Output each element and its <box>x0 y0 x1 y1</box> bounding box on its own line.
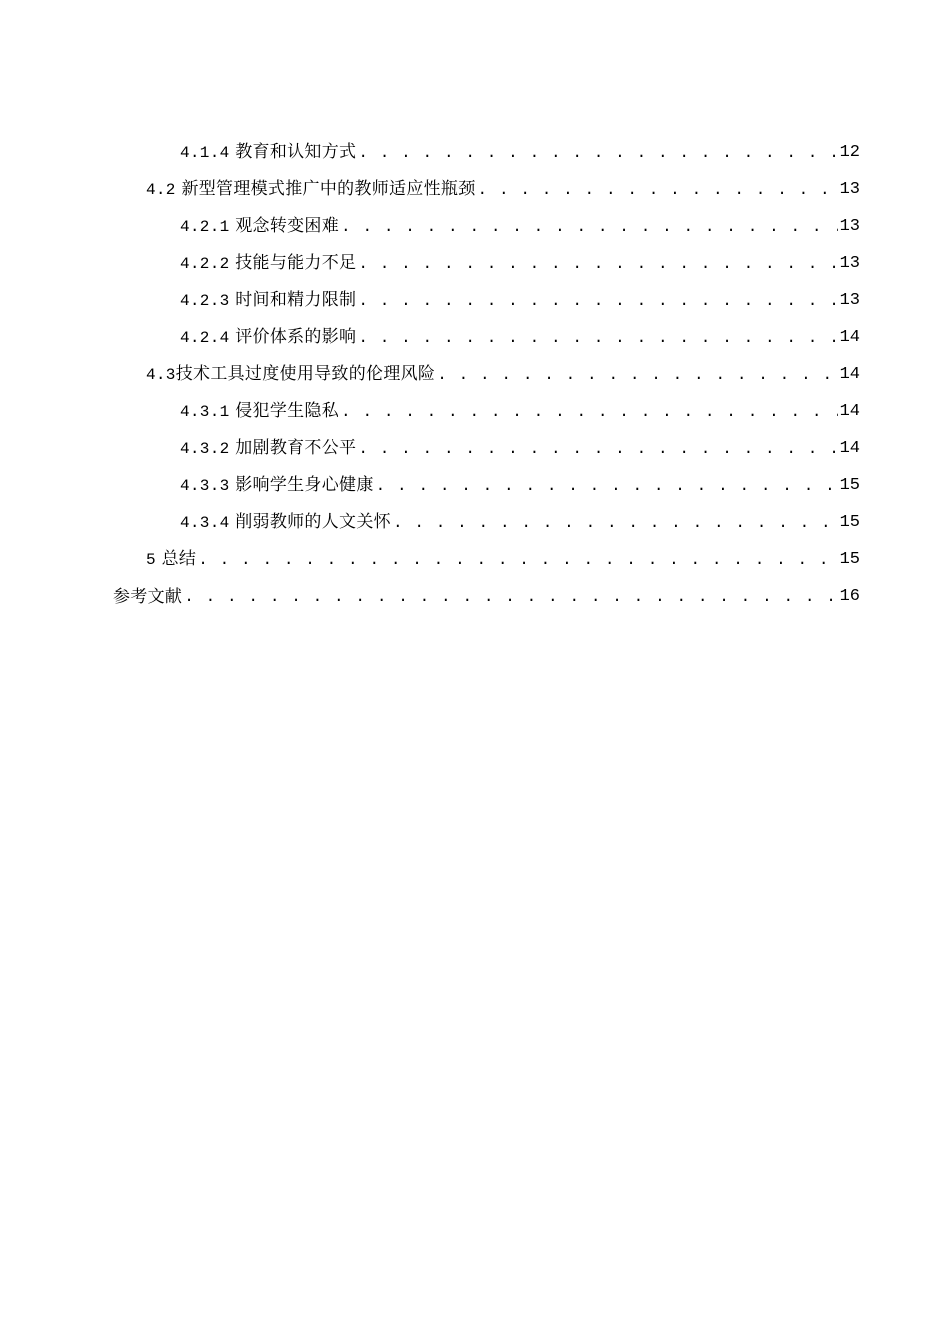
toc-leader-dots <box>358 254 837 274</box>
toc-entry-number: 5 <box>146 551 156 569</box>
toc-leader-dots <box>437 365 837 385</box>
toc-page-number: 15 <box>839 513 860 532</box>
toc-entry-4-3[interactable] <box>146 361 860 385</box>
toc-entry-label: 观念转变困难 <box>235 216 340 236</box>
toc-entry-4-2-2[interactable] <box>180 250 860 274</box>
toc-page-number: 16 <box>839 587 860 606</box>
toc-entry-title <box>180 290 356 311</box>
toc-leader-dots <box>358 291 837 311</box>
toc-entry-label: 教育和认知方式 <box>235 142 357 162</box>
toc-entry-title <box>180 475 374 496</box>
toc-leader-dots <box>341 217 838 237</box>
toc-entry-4-2-1[interactable] <box>180 213 860 237</box>
toc-entry-label: 总结 <box>161 549 197 569</box>
toc-entry-title <box>146 549 196 570</box>
toc-page-number: 13 <box>839 291 860 310</box>
toc-page-number: 14 <box>839 365 860 384</box>
toc-entry-number: 4.2.4 <box>180 329 230 347</box>
toc-entry-label: 评价体系的影响 <box>235 327 357 347</box>
toc-entry-number: 4.3.2 <box>180 440 230 458</box>
toc-entry-label: 削弱教师的人文关怀 <box>235 512 391 532</box>
toc-entry-4-2-4[interactable] <box>180 324 860 348</box>
toc-entry-label: 技术工具过度使用导致的伦理风险 <box>175 364 436 384</box>
toc-entry-number: 4.3.4 <box>180 514 230 532</box>
toc-leader-dots <box>478 180 838 200</box>
toc-entry-4-3-1[interactable] <box>180 398 860 422</box>
toc-entry-4-3-4[interactable] <box>180 509 860 533</box>
toc-entry-number: 4.3.3 <box>180 477 230 495</box>
toc-leader-dots <box>376 476 838 496</box>
toc-entry-number: 4.2.1 <box>180 218 230 236</box>
toc-entry-label: 技能与能力不足 <box>235 253 357 273</box>
toc-entry-title <box>146 364 435 385</box>
toc-entry-number: 4.1.4 <box>180 144 230 162</box>
toc-entry-label: 参考文献 <box>113 587 183 607</box>
toc-entry-4-2[interactable] <box>146 176 860 200</box>
toc-page-number: 14 <box>839 402 860 421</box>
toc-entry-number: 4.3 <box>146 366 176 384</box>
toc-leader-dots <box>358 439 837 459</box>
toc-leader-dots <box>393 513 838 533</box>
toc-leader-dots <box>184 587 837 607</box>
toc-page-number: 13 <box>839 254 860 273</box>
toc-entry-title <box>146 179 476 200</box>
toc-entry-number: 4.2.2 <box>180 255 230 273</box>
toc-entry-4-3-2[interactable] <box>180 435 860 459</box>
toc-leader-dots <box>358 143 837 163</box>
toc-entry-label: 影响学生身心健康 <box>235 475 374 495</box>
toc-entry-title <box>180 401 339 422</box>
toc-leader-dots <box>198 550 837 570</box>
toc-page-number: 13 <box>839 217 860 236</box>
toc-entry-5[interactable] <box>146 546 860 570</box>
toc-entry-title <box>180 216 339 237</box>
toc-page-number: 14 <box>839 328 860 347</box>
toc-page-number: 15 <box>839 550 860 569</box>
toc-entry-4-3-3[interactable] <box>180 472 860 496</box>
toc-entry-number: 4.2 <box>146 181 176 199</box>
toc-page-number: 14 <box>839 439 860 458</box>
toc-entry-title <box>180 438 356 459</box>
toc-entry-number: 4.2.3 <box>180 292 230 310</box>
toc-leader-dots <box>358 328 837 348</box>
toc-entry-4-1-4[interactable] <box>180 139 860 163</box>
toc-entry-label: 新型管理模式推广中的教师适应性瓶颈 <box>181 179 476 199</box>
toc-entry-label: 侵犯学生隐私 <box>235 401 340 421</box>
toc-entry-number: 4.3.1 <box>180 403 230 421</box>
toc-entry-4-2-3[interactable] <box>180 287 860 311</box>
toc-leader-dots <box>341 402 838 422</box>
toc-entry-title <box>113 587 182 607</box>
toc-page-number: 13 <box>839 180 860 199</box>
toc-entry-label: 加剧教育不公平 <box>235 438 357 458</box>
toc-entry-title <box>180 142 356 163</box>
toc-entry-title <box>180 327 356 348</box>
toc-entry-references[interactable] <box>113 583 860 607</box>
toc-page-number: 12 <box>839 143 860 162</box>
toc-entry-title <box>180 253 356 274</box>
toc-page-number: 15 <box>839 476 860 495</box>
toc-entry-label: 时间和精力限制 <box>235 290 357 310</box>
toc-entry-title <box>180 512 391 533</box>
